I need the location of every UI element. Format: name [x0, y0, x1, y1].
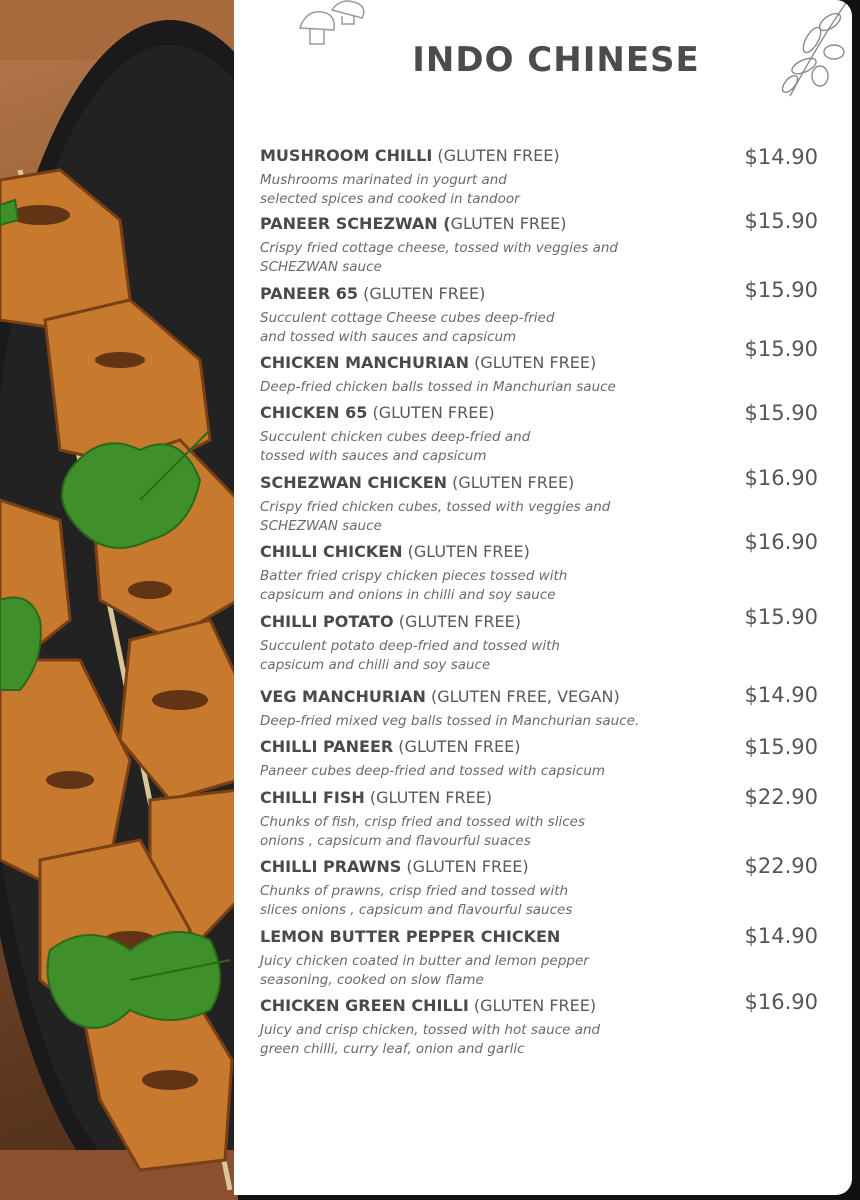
menu-item-name: MUSHROOM CHILLI — [260, 146, 433, 165]
menu-item-dietary-tag: (GLUTEN FREE) — [393, 612, 521, 631]
menu-item-name: PANEER 65 — [260, 284, 359, 303]
menu-item-price: $15.90 — [744, 735, 818, 759]
menu-item-description — [260, 813, 680, 851]
menu-item-description — [260, 1021, 680, 1059]
menu-item-name: CHICKEN MANCHURIAN — [260, 353, 469, 372]
menu-item-description-line: Succulent cottage Cheese cubes deep-fried — [260, 310, 555, 326]
menu-item-description — [260, 567, 680, 605]
menu-item-price: $15.90 — [744, 401, 818, 425]
menu-item-description-line: Batter fried crispy chicken pieces tossed with — [260, 568, 568, 584]
menu-item-description-line: slices onions , capsicum and flavourful sauces — [260, 902, 573, 918]
menu-item-description — [260, 712, 680, 731]
menu-item-name: SCHEZWAN CHICKEN — [260, 473, 448, 492]
menu-item-dietary-tag: (GLUTEN FREE) — [468, 996, 597, 1015]
menu-item-description — [260, 498, 680, 536]
menu-item-description-line: tossed with sauces and capsicum — [260, 448, 487, 464]
menu-item-price: $15.90 — [744, 209, 818, 233]
menu-item-price: $15.90 — [744, 278, 818, 302]
menu-item-name: CHILLI CHICKEN — [260, 542, 403, 561]
menu-item-name: LEMON BUTTER PEPPER CHICKEN — [260, 927, 561, 946]
menu-item-description — [260, 309, 680, 347]
menu-item-name: CHILLI PANEER — [260, 737, 394, 756]
menu-item-description-line: Deep-fried mixed veg balls tossed in Manchurian sauce. — [260, 713, 640, 729]
menu-item-description-line: Crispy fried cottage cheese, tossed with veggies and — [260, 240, 618, 256]
menu-item-description-line: onions , capsicum and flavourful suaces — [260, 833, 531, 849]
menu-item-name: CHILLI FISH — [260, 788, 365, 807]
menu-item-price: $15.90 — [744, 337, 818, 361]
menu-item-description-line: Juicy chicken coated in butter and lemon pepper — [260, 953, 589, 969]
menu-item-description-line: SCHEZWAN sauce — [260, 259, 382, 275]
menu-item-price: $14.90 — [744, 924, 818, 948]
menu-item-price: $14.90 — [744, 145, 818, 169]
menu-item-description-line: Succulent potato deep-fried and tossed with — [260, 638, 560, 654]
menu-item-description — [260, 762, 680, 781]
menu-item-price: $16.90 — [744, 990, 818, 1014]
menu-item-name: CHILLI POTATO — [260, 612, 394, 631]
menu-item-description-line: and tossed with sauces and capsicum — [260, 329, 517, 345]
menu-item-description-line: Mushrooms marinated in yogurt and — [260, 172, 507, 188]
menu-item-dietary-tag: (GLUTEN FREE) — [401, 857, 529, 876]
menu-item-dietary-tag: (GLUTEN FREE) — [468, 353, 597, 372]
menu-item-dietary-tag: (GLUTEN FREE) — [432, 146, 560, 165]
menu-item-description — [260, 882, 680, 920]
menu-item-description — [260, 171, 680, 209]
menu-item-price: $14.90 — [744, 683, 818, 707]
menu-item-description-line: Juicy and crisp chicken, tossed with hot sauce and — [260, 1022, 601, 1038]
menu-item-description — [260, 952, 680, 990]
menu-item-description-line: Crispy fried chicken cubes, tossed with veggies and — [260, 499, 611, 515]
menu-item-description-line: green chilli, curry leaf, onion and garlic — [260, 1041, 525, 1057]
menu-item-price: $22.90 — [744, 785, 818, 809]
menu-item-price: $15.90 — [744, 605, 818, 629]
menu-item-description-line: SCHEZWAN sauce — [260, 518, 382, 534]
menu-item-dietary-tag: GLUTEN FREE) — [450, 214, 567, 233]
menu-item-dietary-tag: (GLUTEN FREE) — [367, 403, 495, 422]
menu-item-dietary-tag: (GLUTEN FREE) — [364, 788, 493, 807]
menu-item-name: PANEER SCHEZWAN ( — [260, 214, 451, 233]
menu-item-price: $16.90 — [744, 530, 818, 554]
menu-item-description — [260, 378, 680, 397]
menu-item-description-line: Chunks of fish, crisp fried and tossed with slices — [260, 814, 585, 830]
menu-item-price: $16.90 — [744, 466, 818, 490]
menu-item-description — [260, 239, 680, 277]
menu-item-description-line: Paneer cubes deep-fried and tossed with capsicum — [260, 763, 606, 779]
menu-item-description-line: Succulent chicken cubes deep-fried and — [260, 429, 531, 445]
menu-item-description-line: selected spices and cooked in tandoor — [260, 191, 520, 207]
menu-item-description-line: Deep-fried chicken balls tossed in Manchurian sauce — [260, 379, 616, 395]
menu-item-description-line: capsicum and onions in chilli and soy sauce — [260, 587, 556, 603]
menu-item-name: CHICKEN GREEN CHILLI — [260, 996, 469, 1015]
food-photo-chicken-skewers — [0, 0, 238, 1200]
menu-item-dietary-tag: (GLUTEN FREE, VEGAN) — [425, 687, 620, 706]
menu-card — [234, 0, 852, 1195]
menu-item-dietary-tag: (GLUTEN FREE) — [358, 284, 486, 303]
menu-item-price: $22.90 — [744, 854, 818, 878]
menu-item-dietary-tag: (GLUTEN FREE) — [402, 542, 530, 561]
menu-title: INDO CHINESE — [412, 40, 700, 80]
menu-item-description-line: capsicum and chilli and soy sauce — [260, 657, 491, 673]
menu-item-description-line: Chunks of prawns, crisp fried and tossed with — [260, 883, 569, 899]
menu-item-name: CHICKEN 65 — [260, 403, 368, 422]
menu-item-dietary-tag: (GLUTEN FREE) — [447, 473, 575, 492]
menu-item-description — [260, 428, 680, 466]
menu-item-name: CHILLI PRAWNS — [260, 857, 402, 876]
menu-item-description — [260, 637, 680, 675]
menu-item-description-line: seasoning, cooked on slow flame — [260, 972, 484, 988]
menu-item-dietary-tag: (GLUTEN FREE) — [393, 737, 521, 756]
menu-item-name: VEG MANCHURIAN — [260, 687, 426, 706]
